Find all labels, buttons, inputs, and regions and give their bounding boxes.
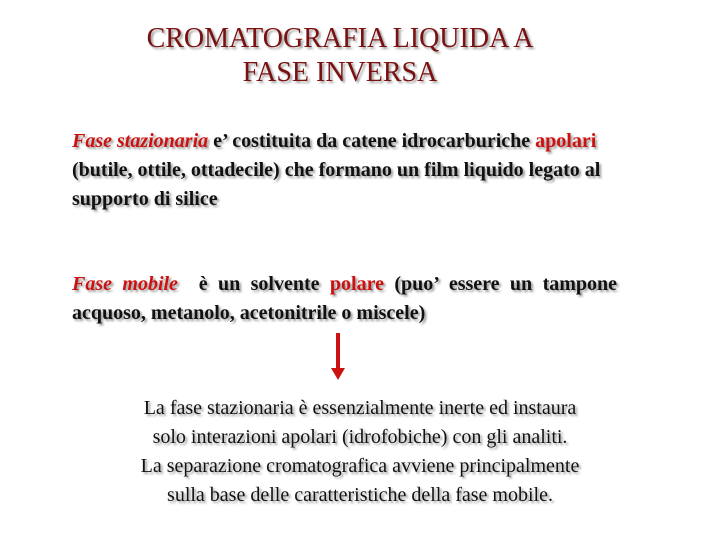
term-mobile-phase: Fase mobile [72,273,178,295]
arrow-head-icon [331,368,345,380]
conclusion-paragraph [60,394,660,510]
text: (puo’ essere un tampone acquoso, metanolo, acetonitrile o miscele) [72,273,618,324]
title-line: FASE INVERSA [242,57,438,88]
text-line: sulla base delle caratteristiche della fase mobile. [167,484,553,506]
text-line: La separazione cromatografica avviene principalmente [140,455,580,477]
slide-title [0,22,680,90]
highlight-apolari: apolari [535,130,597,152]
text: è un solvente [177,273,330,295]
down-arrow-icon [336,333,340,371]
text-line: solo interazioni apolari (idrofobiche) con gli analiti. [152,426,568,448]
mobile-phase-paragraph [72,270,617,328]
title-line: CROMATOGRAFIA LIQUIDA A [146,23,534,54]
stationary-phase-paragraph [72,127,632,214]
term-stationary-phase: Fase stazionaria [72,130,209,152]
text: e’ costituita da catene idrocarburiche [208,130,536,152]
text-line: La fase stazionaria è essenzialmente inerte ed instaura [143,397,577,419]
text: (butile, ottile, ottadecile) che formano un film liquido legato al supporto di silice [72,159,601,210]
highlight-polare: polare [329,273,384,295]
